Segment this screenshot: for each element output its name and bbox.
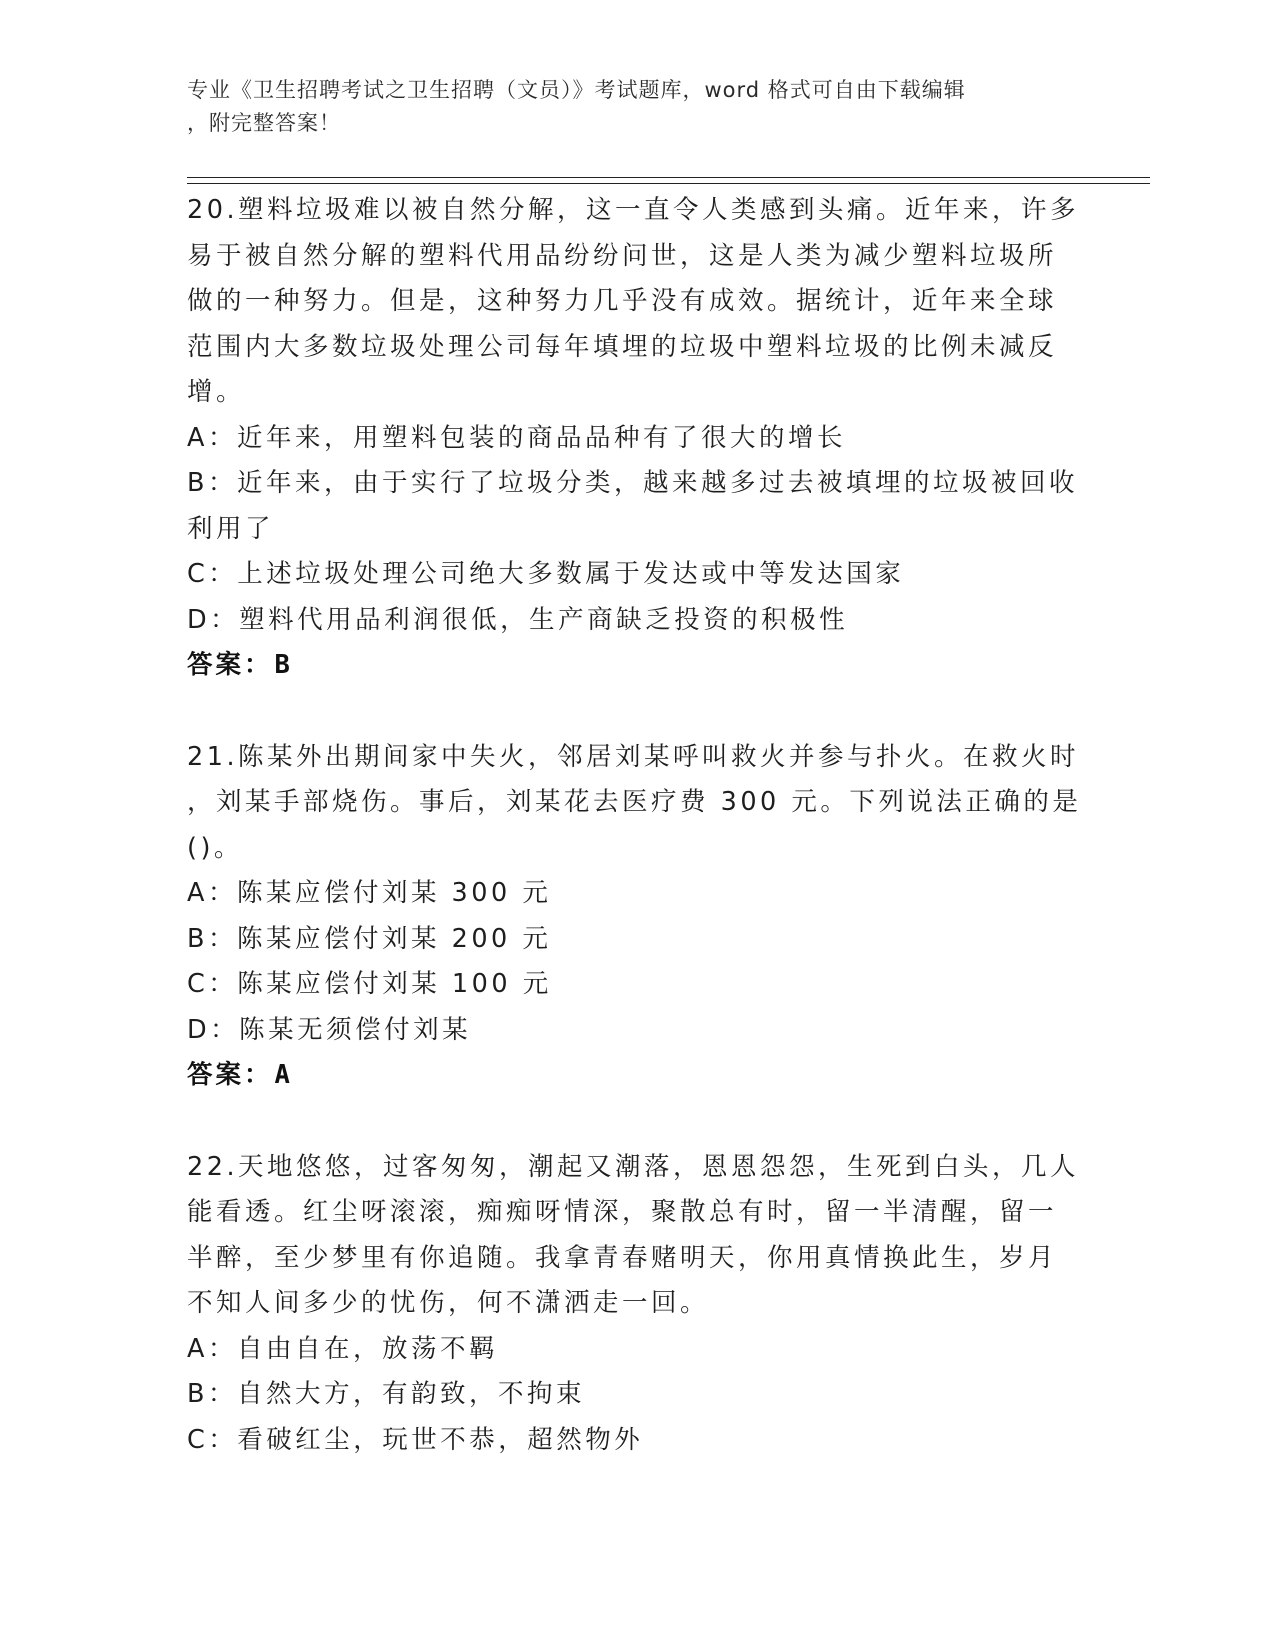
question-stem-line: 做的一种努力。但是，这种努力几乎没有成效。据统计，近年来全球 [187,286,1058,316]
answer-option-line: A：陈某应偿付刘某 300 元 [187,878,552,908]
document-header [187,74,1067,140]
answer-option-line: B：自然大方，有韵致，不拘束 [187,1379,585,1409]
question-stem-line: 22.天地悠悠，过客匆匆，潮起又潮落，恩恩怨怨，生死到白头，几人 [187,1151,1080,1182]
answer-value: B [274,650,291,680]
question-stem-line: 增。 [187,377,246,407]
header-divider-bottom [187,183,1150,184]
question-stem-line: 易于被自然分解的塑料代用品纷纷问世，这是人类为减少塑料垃圾所 [187,240,1058,271]
question-block [187,1145,1087,1464]
question-list [187,188,1087,1509]
question-stem-line: 21.陈某外出期间家中失火，邻居刘某呼叫救火并参与扑火。在救火时 [187,741,1080,772]
question-stem-line: 20.塑料垃圾难以被自然分解，这一直令人类感到头痛。近年来，许多 [187,195,1080,225]
answer-option-line: 利用了 [187,513,275,544]
question-stem-line: 不知人间多少的忧伤，何不潇洒走一回。 [187,1288,710,1318]
question-stem-line: 范围内大多数垃圾处理公司每年填埋的垃圾中塑料垃圾的比例未减反 [187,331,1058,362]
question-stem-line: ，刘某手部烧伤。事后，刘某花去医疗费 300 元。下列说法正确的是 [187,787,1082,817]
header-divider-top [187,177,1150,178]
answer-label: 答案： [187,1060,273,1090]
answer-option-line: A：自由自在，放荡不羁 [187,1333,498,1364]
question-stem-line: ()。 [187,832,243,863]
answer-label: 答案： [187,650,273,680]
answer-option-line: C：上述垃圾处理公司绝大多数属于发达或中等发达国家 [187,559,905,589]
header-line-1: 专业《卫生招聘考试之卫生招聘（文员）》考试题库，word 格式可自由下载编辑 [187,78,966,102]
answer-option-line: B：近年来，由于实行了垃圾分类，越来越多过去被填埋的垃圾被回收 [187,468,1078,498]
answer-key [187,643,1087,689]
answer-option-line: C：看破红尘，玩世不恭，超然物外 [187,1424,644,1455]
answer-option-line: C：陈某应偿付刘某 100 元 [187,969,552,999]
answer-option-line: B：陈某应偿付刘某 200 元 [187,923,552,954]
question-block [187,188,1087,689]
answer-option-line: D：塑料代用品利润很低，生产商缺乏投资的积极性 [187,604,849,635]
question-stem-line: 能看透。红尘呀滚滚，痴痴呀情深，聚散总有时，留一半清醒，留一 [187,1197,1058,1227]
question-block [187,735,1087,1099]
header-line-2: ，附完整答案！ [187,111,341,135]
answer-value: A [274,1060,291,1090]
answer-key [187,1053,1087,1099]
answer-option-line: D：陈某无须偿付刘某 [187,1014,472,1045]
question-stem-line: 半醉，至少梦里有你追随。我拿青春赌明天，你用真情换此生，岁月 [187,1242,1058,1273]
answer-option-line: A：近年来，用塑料包装的商品品种有了很大的增长 [187,422,846,453]
